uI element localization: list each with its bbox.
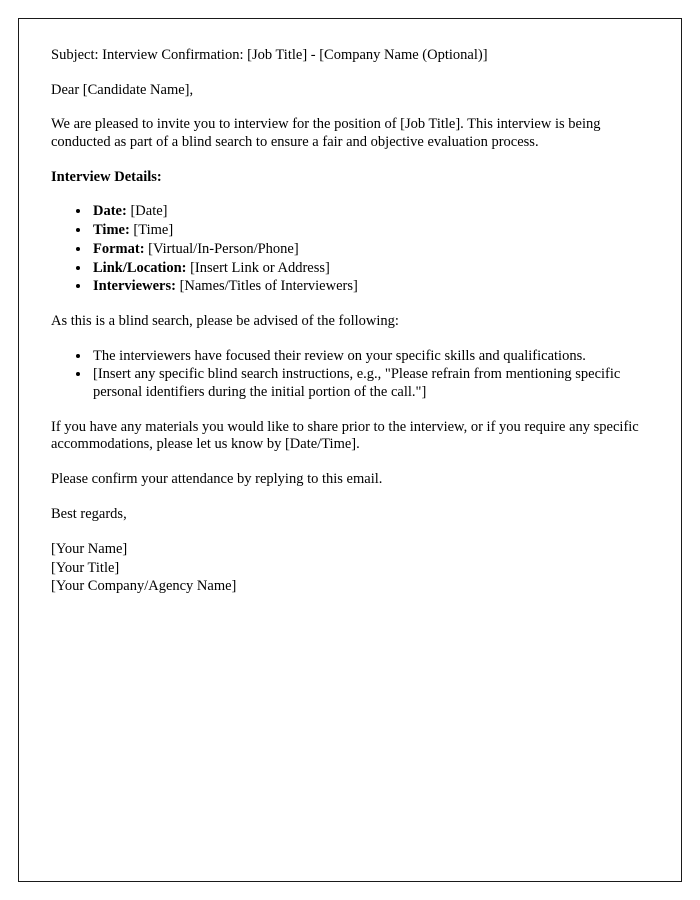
signature-block	[51, 540, 645, 596]
materials-paragraph: If you have any materials you would like to share prior to the interview, or if you require any specific accommodations, please let us know by [Date/Time].	[51, 418, 639, 453]
detail-label: Link/Location:	[93, 259, 187, 276]
detail-item-interviewers	[91, 278, 645, 296]
closing: Best regards,	[51, 505, 127, 522]
blind-search-item: • The interviewers have focused their review on your specific skills and qualifications.	[91, 348, 645, 366]
detail-label: Date:	[93, 203, 127, 220]
blind-search-item: • [Insert any specific blind search instructions, e.g., "Please refrain from mentioning specific personal identifiers during the initial portion of the call."]	[91, 366, 645, 401]
detail-label: Time:	[93, 222, 130, 239]
greeting: Dear [Candidate Name],	[51, 81, 194, 98]
detail-item-time	[91, 222, 645, 240]
detail-value: [Insert Link or Address]	[186, 259, 330, 276]
detail-value: [Names/Titles of Interviewers]	[175, 278, 358, 295]
subject-line: Subject: Interview Confirmation: [Job Title] - [Company Name (Optional)]	[51, 47, 488, 63]
email-template-document	[18, 18, 682, 882]
detail-value: [Time]	[129, 222, 174, 239]
interview-details-list	[51, 203, 645, 295]
detail-label: Interviewers:	[93, 278, 176, 295]
signature-company: [Your Company/Agency Name]	[51, 578, 237, 595]
interview-details-heading: Interview Details:	[51, 168, 162, 185]
signature-title: [Your Title]	[51, 559, 120, 576]
signature-name: [Your Name]	[51, 541, 128, 558]
blind-search-list	[51, 348, 645, 402]
detail-label: Format:	[93, 240, 145, 257]
detail-value: [Virtual/In-Person/Phone]	[144, 240, 299, 257]
detail-item-format	[91, 241, 645, 259]
detail-value: [Date]	[126, 203, 168, 220]
detail-item-link-location	[91, 260, 645, 278]
detail-item-date	[91, 203, 645, 221]
intro-paragraph: We are pleased to invite you to interview for the position of [Job Title]. This interview is being conducted as part of a blind search to ensure a fair and objective evaluation process.	[51, 116, 601, 151]
blind-search-intro: As this is a blind search, please be advised of the following:	[51, 312, 399, 329]
confirm-paragraph: Please confirm your attendance by replying to this email.	[51, 471, 383, 487]
